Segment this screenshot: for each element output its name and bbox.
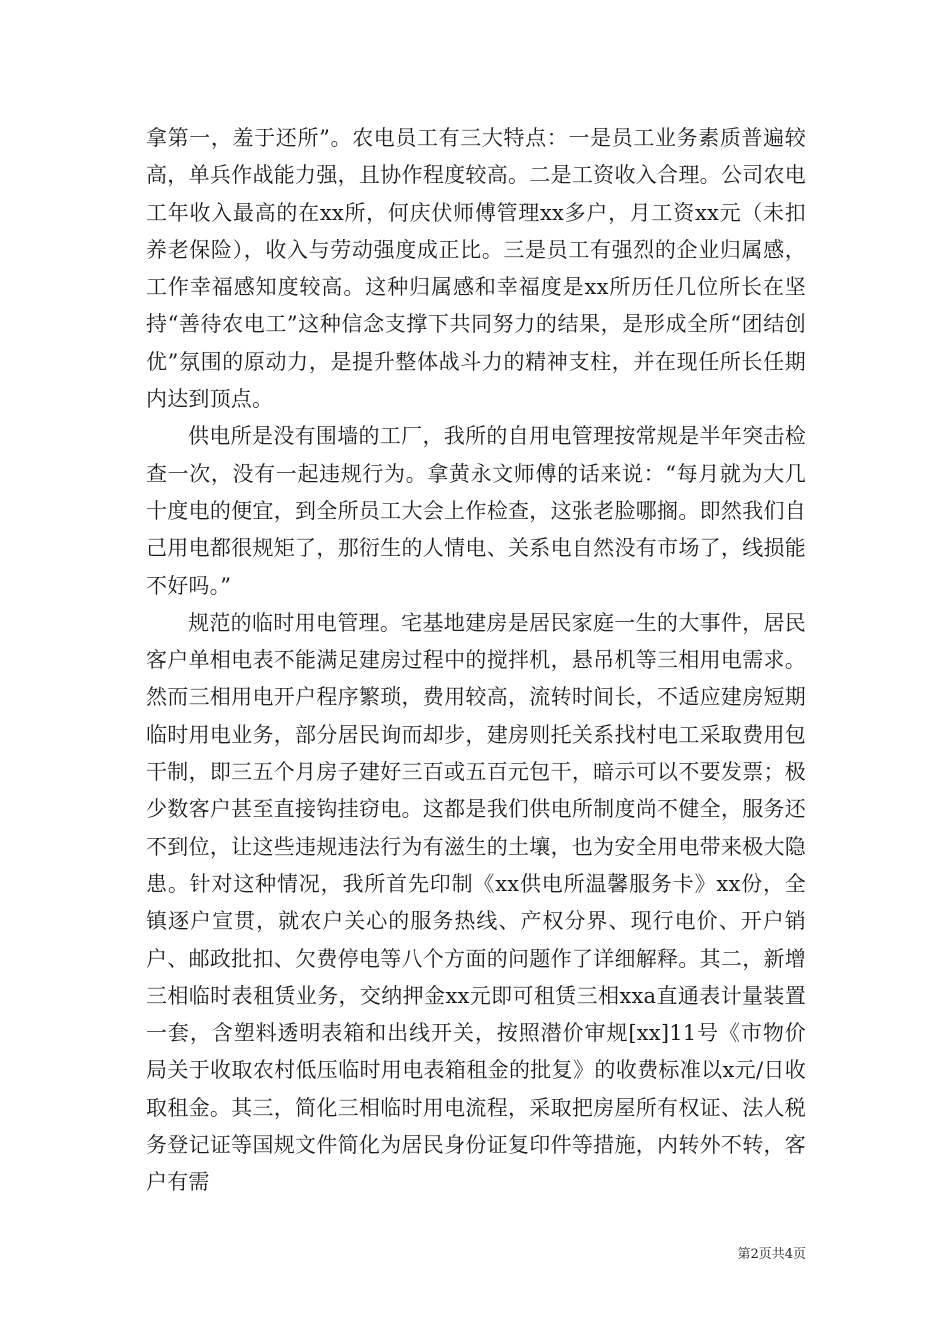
paragraph-continued: 拿第一，羞于还所”。农电员工有三大特点：一是员工业务素质普遍较高，单兵作战能力强，且协作程度较高。二是工资收入合理。公司农电工年收入最高的在xx所，何庆伏师傅管理xx多户，月工资xx元（未扣养老保险），收入与劳动强度成正比。三是员工有强烈的企业归属感，工作幸福感知度较高。这种归属感和幸福度是xx所历任几位所长在坚持“善待农电工”这种信念支撑下共同努力的结果，是形成全所“团结创优”氛围的原动力，是提升整体战斗力的精神支柱，并在现任所长任期内达到顶点。	[146, 126, 806, 412]
document-body	[146, 120, 806, 1202]
paragraph-self-use-power: 供电所是没有围墙的工厂，我所的自用电管理按常规是半年突击检查一次，没有一起违规行为。拿黄永文师傅的话来说：“每月就为大几十度电的便宜，到全所员工大会上作检查，这张老脸哪搁。即然我们自己用电都很规矩了，那衍生的人情电、关系电自然没有市场了，线损能不好吗。”	[146, 424, 806, 598]
paragraph-temporary-power: 规范的临时用电管理。宅基地建房是居民家庭一生的大事件，居民客户单相电表不能满足建房过程中的搅拌机，悬吊机等三相用电需求。然而三相用电开户程序繁琐，费用较高，流转时间长，不适应建房短期临时用电业务，部分居民询而却步，建房则托关系找村电工采取费用包干制，即三五个月房子建好三百或五百元包干，暗示可以不要发票；极少数客户甚至直接钩挂窃电。这都是我们供电所制度尚不健全，服务还不到位，让这些违规违法行为有滋生的土壤，也为安全用电带来极大隐患。针对这种情况，我所首先印制《xx供电所温馨服务卡》xx份，全镇逐户宣贯，就农户关心的服务热线、产权分界、现行电价、开户销户、邮政批扣、欠费停电等八个方面的问题作了详细解释。其二，新增三相临时表租赁业务，交纳押金xx元即可租赁三相xxa直通表计量装置一套，含塑料透明表箱和出线开关，按照潜价审规[xx]11号《市物价局关于收取农村低压临时用电表箱租金的批复》的收费标准以x元/日收取租金。其三，简化三相临时用电流程，采取把房屋所有权证、法人税务登记证等国规文件简化为居民身份证复印件等措施，内转外不转，客户有需	[146, 610, 806, 1195]
page-number: 第2页共4页	[737, 1247, 806, 1262]
